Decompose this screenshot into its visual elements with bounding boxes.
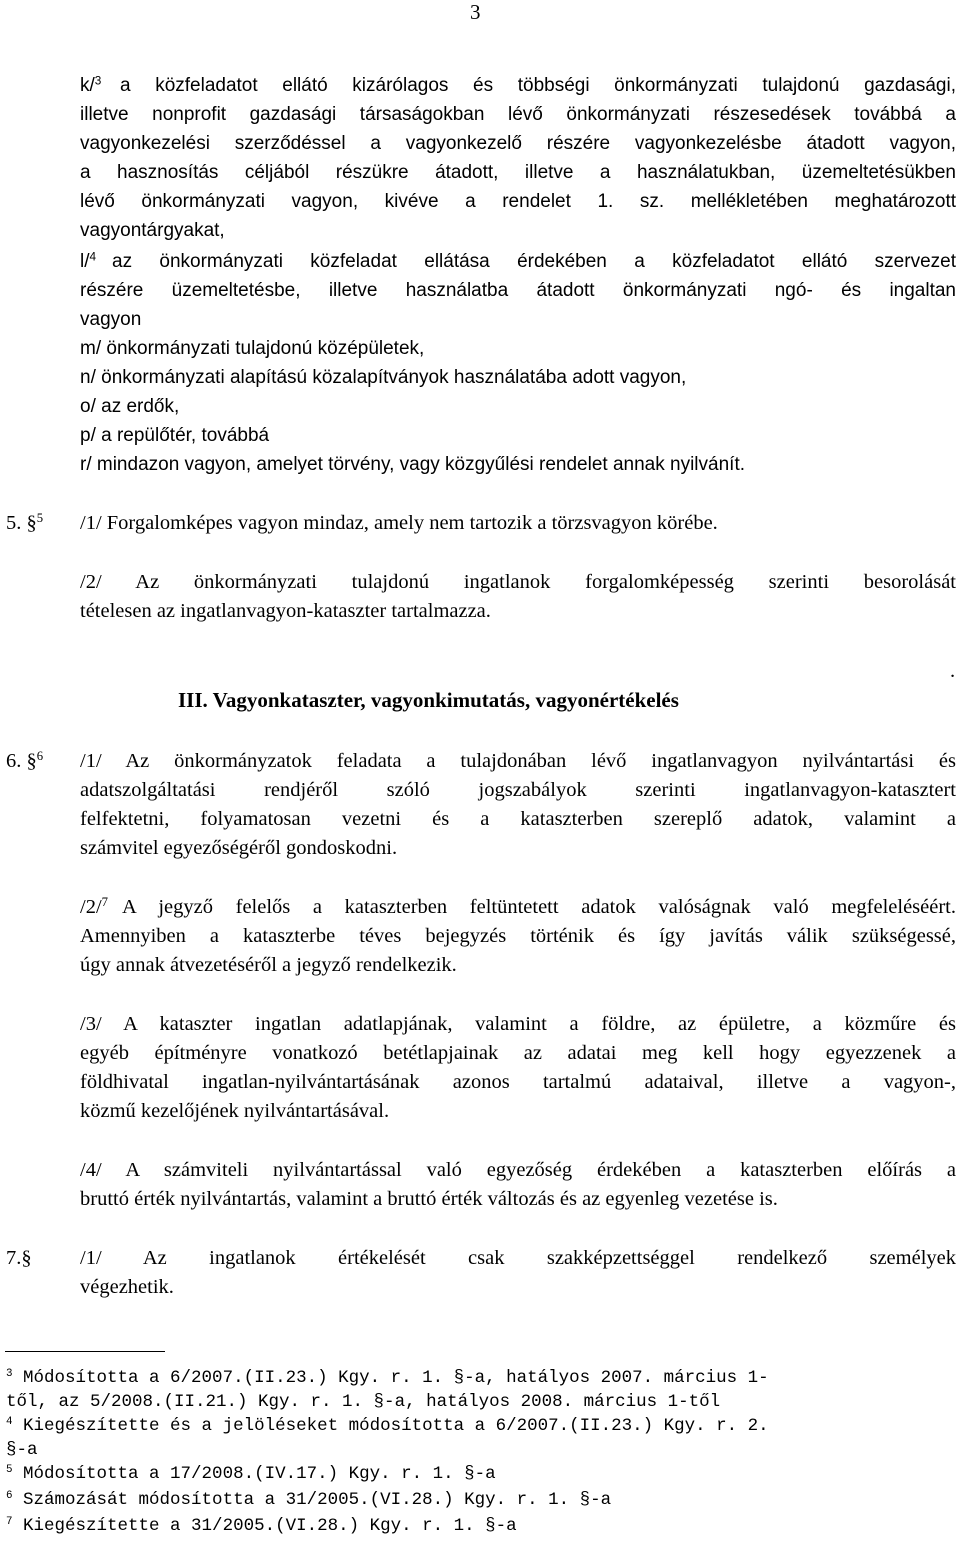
footnote-5: $^5$ Módosította a 17/2008.(IV.17.) Kgy. r. 1. §-a	[6, 1464, 496, 1484]
item-n: n/ önkormányzati alapítású közalapítványok használatába adott vagyon,	[80, 367, 687, 388]
item-k-prefix: k/$^3$	[80, 74, 102, 96]
section-6-number: 6. §$^6$	[6, 749, 44, 772]
section-7-paragraph-1-line-2: végezhetik.	[80, 1276, 174, 1298]
section-6-paragraph-1-line-3: felfektetni, folyamatosan vezetni és a kataszterben szereplő adatok, valamint a	[80, 808, 956, 830]
item-l-line-2: részére üzemeltetésbe, illetve használatba átadott önkormányzati ngó- és ingaltan	[80, 280, 956, 301]
item-l-line-1: az önkormányzati közfeladat ellátása érdekében a közfeladatot ellátó szervezet	[112, 251, 956, 272]
footnote-ref-5[interactable]: 5	[36, 511, 44, 526]
footnote-3-cont: től, az 5/2008.(II.21.) Kgy. r. 1. §-a, hatályos 2008. március 1-től	[6, 1392, 721, 1412]
section-7-number: 7.§	[6, 1247, 32, 1269]
section-5-paragraph-2-line-1: /2/ Az önkormányzati tulajdonú ingatlanok forgalomképesség szerinti besorolását	[80, 571, 956, 593]
section-6-paragraph-1-line-4: számvitel egyezőségéről gondoskodni.	[80, 837, 398, 859]
footnote-separator	[5, 1351, 165, 1352]
section-6-paragraph-4-line-1: /4/ A számviteli nyilvántartással való egyezőség érdekében a kataszterben előírás a	[80, 1159, 956, 1181]
footnote-ref-3[interactable]: 3	[94, 74, 102, 88]
section-5-number: 5. §$^5$	[6, 511, 44, 534]
item-k-line-5: lévő önkormányzati vagyon, kivéve a rendelet 1. sz. mellékletében meghatározott	[80, 191, 956, 212]
item-l-line-3: vagyon	[80, 309, 142, 330]
section-6-paragraph-2-prefix: /2/$^7$	[80, 895, 109, 918]
section-6-paragraph-3-line-4: közmű kezelőjének nyilvántartásával.	[80, 1100, 390, 1122]
stray-dot: .	[950, 660, 956, 682]
item-o: o/ az erdők,	[80, 396, 180, 417]
chapter-heading: III. Vagyonkataszter, vagyonkimutatás, vagyonértékelés	[178, 688, 679, 712]
section-5-paragraph-2-line-2: tételesen az ingatlanvagyon-kataszter tartalmazza.	[80, 600, 491, 622]
footnote-ref-4[interactable]: 4	[89, 250, 97, 264]
item-m: m/ önkormányzati tulajdonú középületek,	[80, 338, 425, 359]
item-k-line-4: a hasznosítás céljából részükre átadott, illetve a használatukban, üzemeltetésükben	[80, 162, 956, 183]
footnote-4: $^4$ Kiegészítette és a jelöléseket módosította a 6/2007.(II.23.) Kgy. r. 2.	[6, 1416, 769, 1436]
section-6-paragraph-2-line-3: úgy annak átvezetéséről a jegyző rendelkezik.	[80, 954, 457, 976]
section-6-paragraph-1-line-2: adatszolgáltatási rendjéről szóló jogszabályok szerinti ingatlanvagyon-katasztert	[80, 779, 956, 801]
item-r: r/ mindazon vagyon, amelyet törvény, vagy közgyűlési rendelet annak nyilvánít.	[80, 454, 745, 475]
footnote-3: $^3$ Módosította a 6/2007.(II.23.) Kgy. r. 1. §-a, hatályos 2007. március 1-	[6, 1368, 769, 1388]
section-6-paragraph-3-line-3: földhivatal ingatlan-nyilvántartásának azonos tartalmú adataival, illetve a vagyon-,	[80, 1071, 956, 1093]
section-6-paragraph-1-line-1: /1/ Az önkormányzatok feladata a tulajdonában lévő ingatlanvagyon nyilvántartási és	[80, 750, 956, 772]
footnote-ref-7[interactable]: 7	[101, 895, 109, 910]
footnote-7: $^7$ Kiegészítette a 31/2005.(VI.28.) Kgy. r. 1. §-a	[6, 1516, 517, 1536]
section-6-paragraph-4-line-2: bruttó érték nyilvántartás, valamint a bruttó érték változás és az egyenleg vezetése is.	[80, 1188, 778, 1210]
item-k-line-2: illetve nonprofit gazdasági társaságokban lévő önkormányzati részesedések továbbá a	[80, 104, 956, 125]
section-6-paragraph-2-line-2: Amennyiben a kataszterbe téves bejegyzés történik és így javítás válik szükségessé,	[80, 925, 956, 947]
page-number: 3	[470, 0, 481, 24]
item-k-line-1: a közfeladatot ellátó kizárólagos és többségi önkormányzati tulajdonú gazdasági,	[120, 75, 956, 96]
section-5-paragraph-1: /1/ Forgalomképes vagyon mindaz, amely nem tartozik a törzsvagyon körébe.	[80, 512, 718, 534]
item-p: p/ a repülőtér, továbbá	[80, 425, 270, 446]
section-6-paragraph-2-line-1: A jegyző felelős a kataszterben feltüntetett adatok valóságnak való megfeleléséért.	[122, 896, 956, 918]
item-k-line-6: vagyontárgyakat,	[80, 220, 225, 241]
item-k-line-3: vagyonkezelési szerződéssel a vagyonkezelő részére vagyonkezelésbe átadott vagyon,	[80, 133, 956, 154]
footnote-6: $^6$ Számozását módosította a 31/2005.(VI.28.) Kgy. r. 1. §-a	[6, 1490, 612, 1510]
section-6-paragraph-3-line-2: egyéb építményre vonatkozó betétlapjainak az adatai meg kell hogy egyezzenek a	[80, 1042, 956, 1064]
item-l-prefix: l/$^4$	[80, 250, 97, 272]
footnote-ref-6[interactable]: 6	[36, 749, 44, 764]
section-6-paragraph-3-line-1: /3/ A kataszter ingatlan adatlapjának, valamint a földre, az épületre, a közműre és	[80, 1013, 956, 1035]
section-7-paragraph-1-line-1: /1/ Az ingatlanok értékelését csak szakképzettséggel rendelkező személyek	[80, 1247, 956, 1269]
footnote-4-cont: §-a	[6, 1440, 38, 1460]
